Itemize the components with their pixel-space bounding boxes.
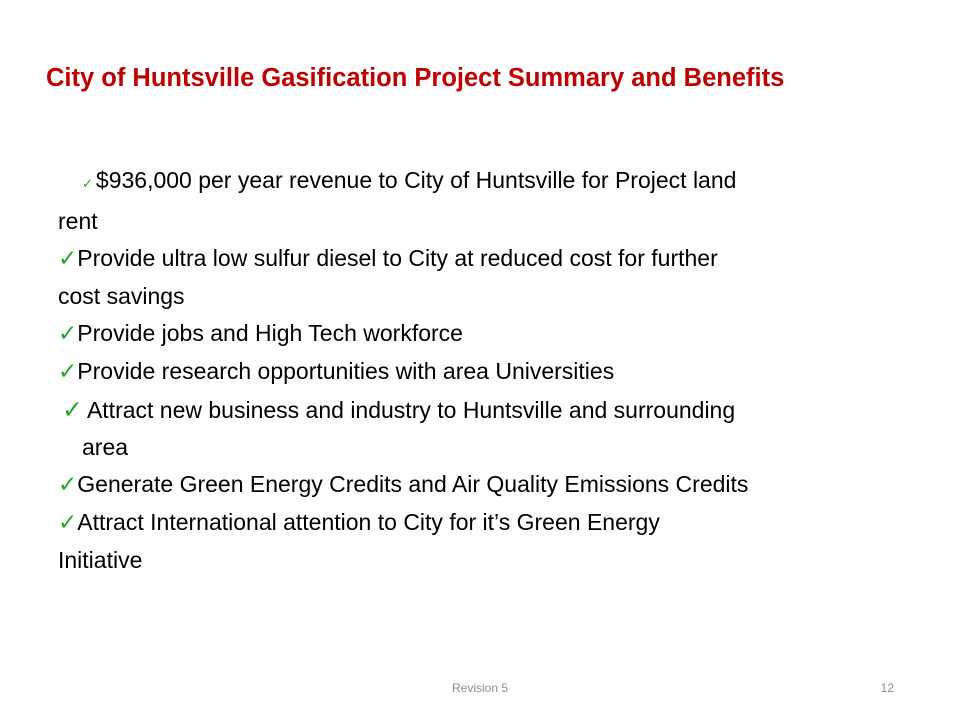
bullet-list [58,162,928,579]
bullet-text: Generate Green Energy Credits and Air Quality Emissions Credits [77,471,749,497]
bullet-text: Attract International attention to City for it’s Green Energy [77,509,660,535]
footer-page-number: 12 [880,681,894,695]
check-icon: ✓ [58,246,78,272]
bullet-text: Provide jobs and High Tech workforce [77,320,463,346]
bullet-item-diesel [58,240,928,315]
bullet-text: $936,000 per year revenue to City of Huntsville for Project land [95,167,737,193]
bullet-text: Provide ultra low sulfur diesel to City at reduced cost for further [77,245,718,271]
slide-title: City of Huntsville Gasification Project Summary and Benefits [46,64,785,92]
bullet-item-attention [58,504,928,579]
bullet-item-business [58,391,928,466]
bullet-text-continued: area [82,434,129,460]
bullet-text: Provide research opportunities with area Universities [77,358,615,384]
check-icon: ✓ [58,472,78,498]
bullet-item-credits [58,466,928,504]
check-icon: ✓ [58,510,78,536]
footer-revision: Revision 5 [451,681,509,695]
bullet-text-continued: Initiative [58,547,143,573]
check-icon: ✓ [62,395,83,424]
check-icon: ✓ [58,359,78,385]
bullet-text-continued: rent [58,208,98,234]
bullet-text: Attract new business and industry to Huntsville and surrounding [86,397,736,423]
bullet-item-revenue [58,162,928,240]
bullet-item-research [58,353,928,391]
bullet-item-jobs [58,315,928,353]
check-icon: ✓ [58,321,78,347]
check-icon: ✓ [82,177,93,192]
bullet-text-continued: cost savings [58,283,185,309]
